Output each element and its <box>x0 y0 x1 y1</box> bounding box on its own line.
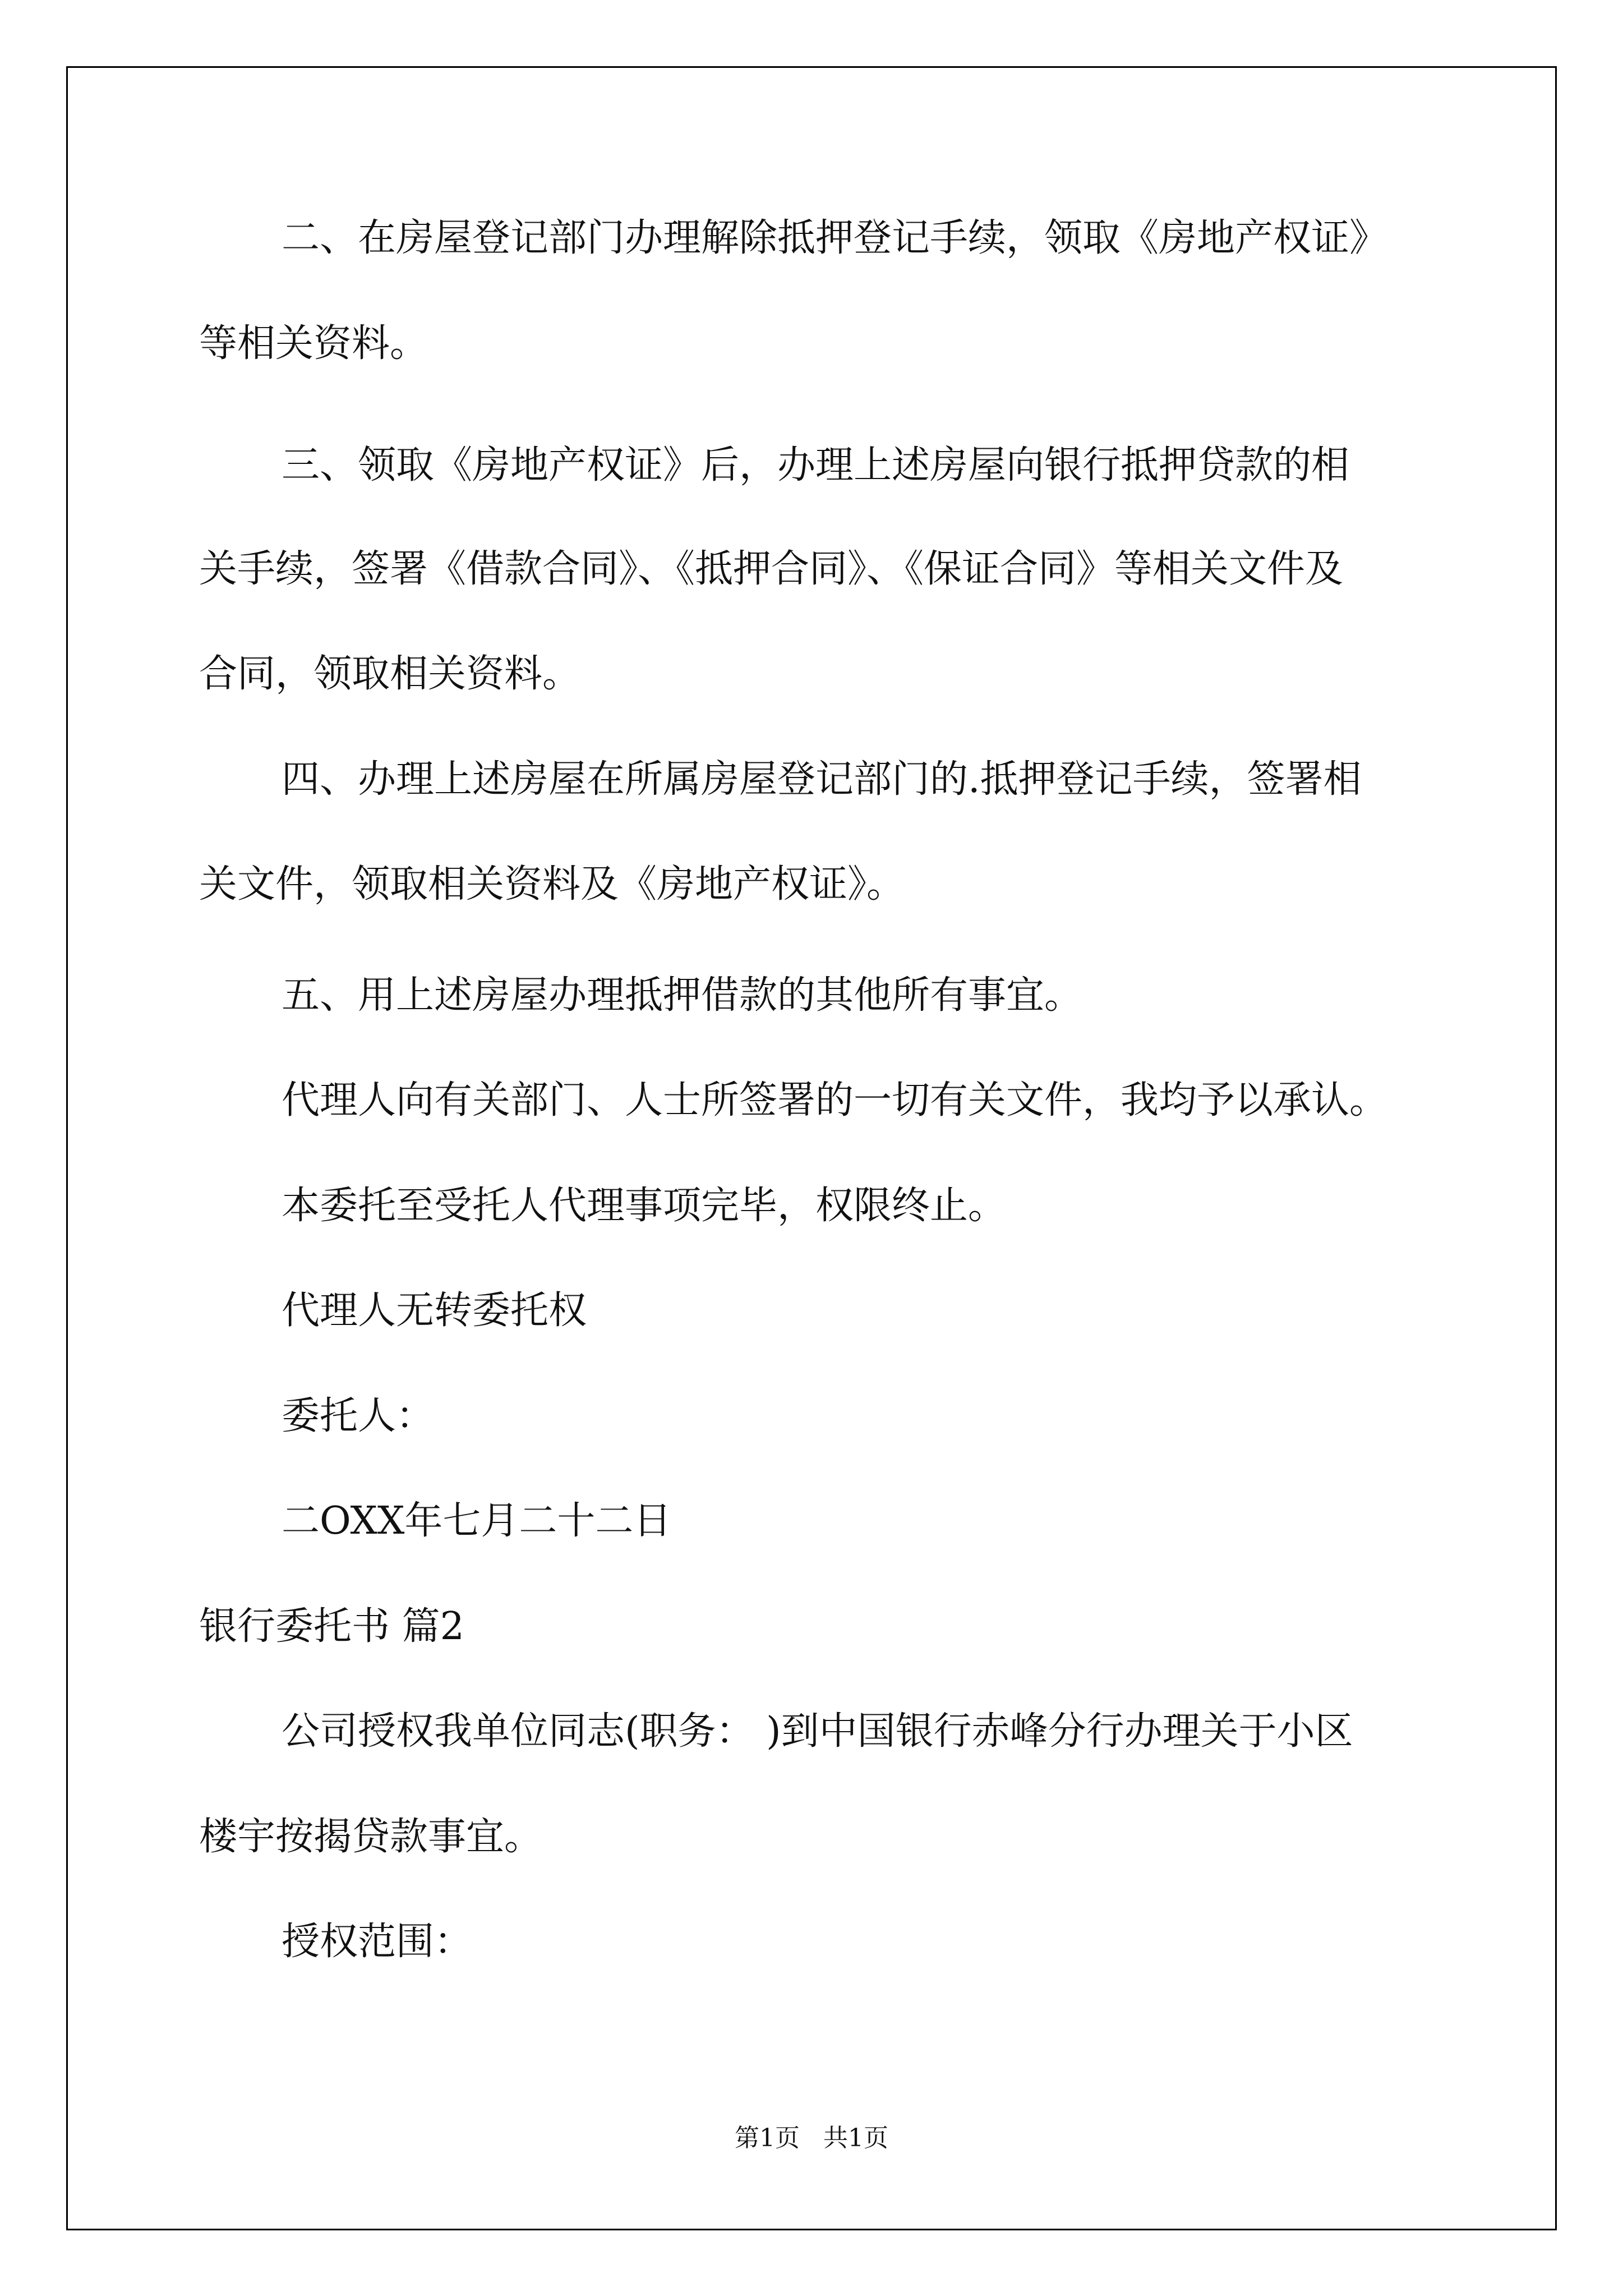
paragraph-6: 本委托至受托人代理事项完毕，权限终止。 <box>282 1184 1007 1228</box>
page-border <box>66 66 1557 2230</box>
paragraph-3-line-2: 关文件，领取相关资料及《房地产权证》。 <box>199 862 905 907</box>
paragraph-1-line-1: 二、在房屋登记部门办理解除抵押登记手续，领取《房地产权证》 <box>282 216 1388 260</box>
paragraph-11: 授权范围： <box>282 1920 473 1964</box>
paragraph-3-line-1: 四、办理上述房屋在所属房屋登记部门的.抵押登记手续，签署相 <box>282 757 1362 802</box>
section-heading: 银行委托书 篇2 <box>199 1604 464 1649</box>
paragraph-10-line-1: 公司授权我单位同志(职务： )到中国银行赤峰分行办理关于小区 <box>282 1709 1353 1754</box>
paragraph-4: 五、用上述房屋办理抵押借款的其他所有事宜。 <box>282 973 1083 1018</box>
page-footer: 第1页 共1页 <box>735 2124 888 2152</box>
paragraph-2-line-3: 合同，领取相关资料。 <box>199 652 581 696</box>
paragraph-10-line-2: 楼宇按揭贷款事宜。 <box>199 1815 543 1859</box>
paragraph-7: 代理人无转委托权 <box>282 1289 587 1333</box>
paragraph-2-line-2: 关手续，签署《借款合同》、《抵押合同》、《保证合同》等相关文件及 <box>199 547 1344 591</box>
paragraph-1-line-2: 等相关资料。 <box>199 321 428 366</box>
signatory-label: 委托人： <box>282 1394 435 1438</box>
paragraph-5: 代理人向有关部门、人士所签署的一切有关文件，我均予以承认。 <box>282 1078 1388 1122</box>
date-line: 二OXX年七月二十二日 <box>282 1499 672 1543</box>
paragraph-2-line-1: 三、领取《房地产权证》后，办理上述房屋向银行抵押贷款的相 <box>282 443 1350 487</box>
